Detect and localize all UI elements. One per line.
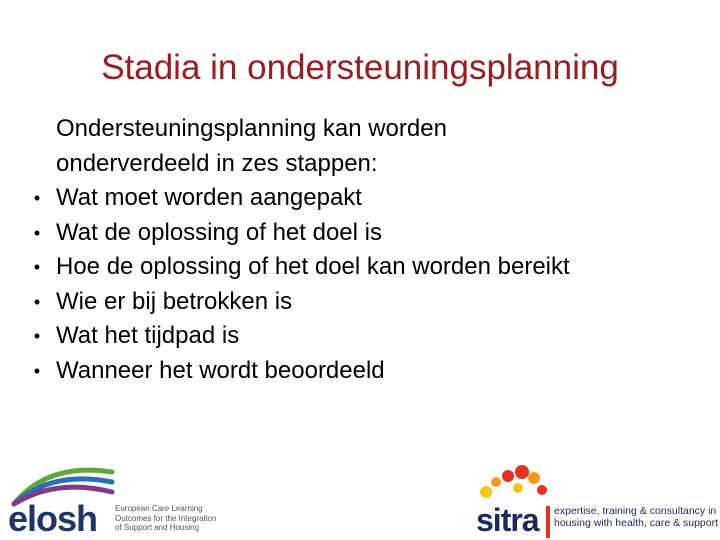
intro-text: Ondersteuningsplanning kan worden <box>56 115 447 142</box>
sitra-divider <box>546 506 550 538</box>
bullet-item <box>30 250 690 285</box>
bullet-text: Wat het tijdpad is <box>56 322 240 349</box>
elosh-description <box>115 504 227 533</box>
intro-text: onderverdeeld in zes stappen: <box>56 149 378 177</box>
bullet-item <box>30 181 690 216</box>
bullet-text: Wanneer het wordt beoordeeld <box>56 356 385 384</box>
bullet-icon: • <box>33 326 41 346</box>
bullet-icon: • <box>33 360 41 381</box>
sitra-description-line: housing with health, care & support <box>554 516 719 529</box>
bullet-item <box>30 216 690 251</box>
elosh-logo <box>8 458 228 540</box>
elosh-description-line: Outcomes for the Integration <box>115 513 217 523</box>
intro-line <box>30 112 690 147</box>
elosh-description-line: of Support and Housing <box>115 523 200 532</box>
bullet-icon: • <box>33 188 41 208</box>
sitra-description <box>554 505 719 529</box>
sitra-dots-icon <box>472 458 552 508</box>
bullet-text: Wat de oplossing of het doel is <box>56 218 382 246</box>
slide-title: Stadia in ondersteuningsplanning <box>101 48 619 87</box>
elosh-wordmark: elosh <box>8 498 98 539</box>
bullet-icon: • <box>33 291 41 312</box>
bullet-item <box>30 285 690 320</box>
elosh-description-line: European Care Learning <box>115 504 203 513</box>
slide-body <box>30 112 690 388</box>
bullet-text: Wat moet worden aangepakt <box>56 184 362 211</box>
bullet-icon: • <box>33 222 41 243</box>
bullet-icon: • <box>33 257 41 277</box>
bullet-text: Wie er bij betrokken is <box>56 287 293 315</box>
bullet-text: Hoe de oplossing of het doel kan worden bereikt <box>56 253 570 280</box>
bullet-item <box>30 354 690 389</box>
bullet-item <box>30 319 690 354</box>
sitra-wordmark: sitra <box>476 502 539 538</box>
sitra-logo <box>472 458 719 540</box>
intro-line <box>30 147 690 182</box>
sitra-description-line: expertise, training & consultancy in <box>554 505 717 517</box>
